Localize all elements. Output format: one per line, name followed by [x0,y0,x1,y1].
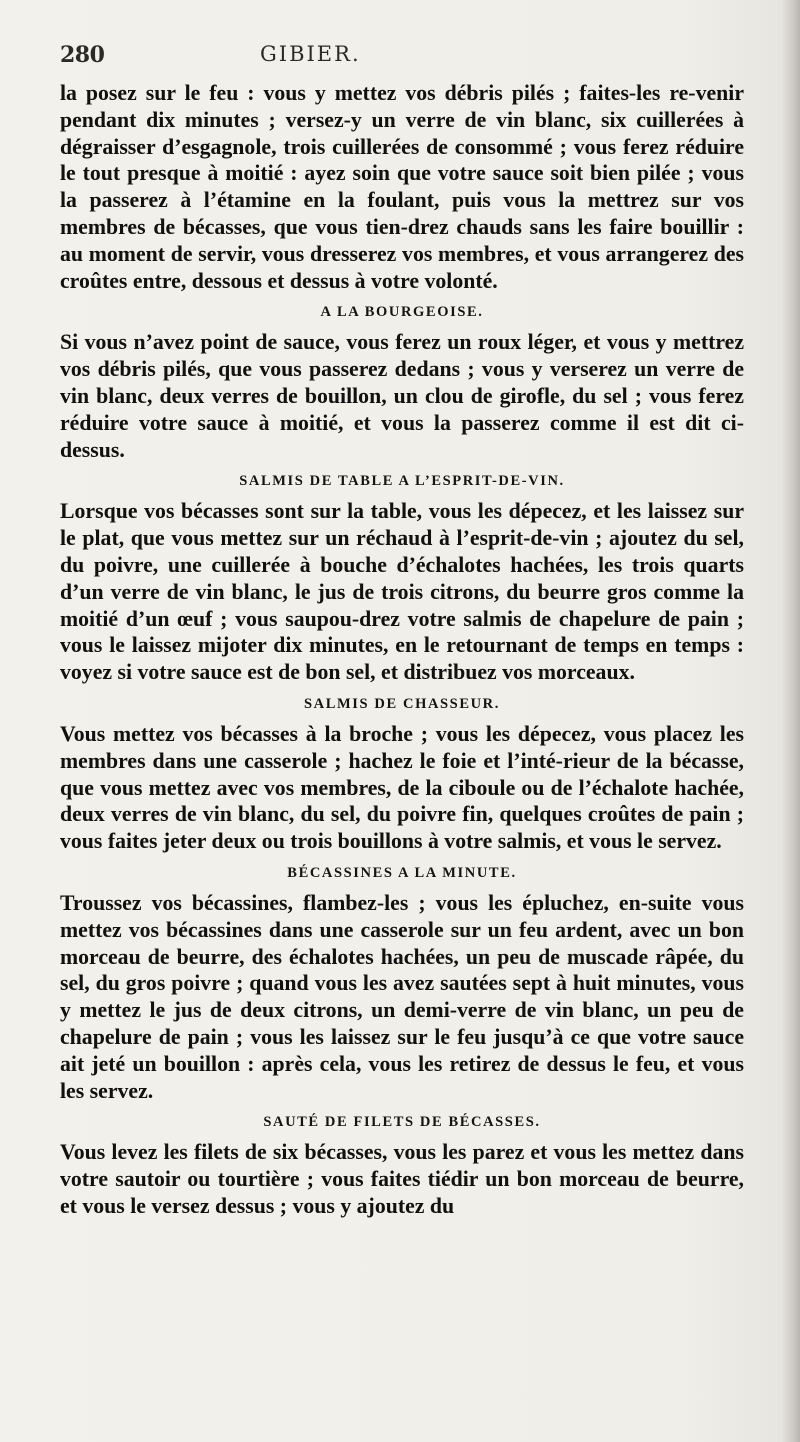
paragraph-bourgeoise: Si vous n’avez point de sauce, vous ferez un roux léger, et vous y mettrez vos débris pilés, que vous passerez dedans ; vous y verserez un verre de vin blanc, deux verres de bouillon, un clou de girofle, du sel ; vous ferez réduire votre sauce à moitié, et vous la passerez comme il est dit ci-dessus. [60,330,744,462]
section-heading-salmis-chasseur: SALMIS DE CHASSEUR. [304,695,500,712]
running-title: GIBIER. [260,42,361,66]
paragraph-salmis-table: Lorsque vos bécasses sont sur la table, vous les dépecez, et les laissez sur le plat, que vous mettez sur un réchaud à l’esprit-de-vin ; ajoutez du sel, du poivre, une cuillerée à bouche d’échalotes hachées, les trois quarts d’un verre de vin blanc, le jus de trois citrons, du beurre gros comme la moitié d’un œuf ; vous saupou-drez votre salmis de chapelure de pain ; vous le laissez mijoter dix minutes, en le retournant de temps en temps : voyez si votre sauce est de bon sel, et distribuez vos morceaux. [60,499,744,685]
section-heading-becassines: BÉCASSINES A LA MINUTE. [287,864,517,881]
section-heading-salmis-table: SALMIS DE TABLE A L’ESPRIT-DE-VIN. [239,473,565,490]
section-heading-saute-filets: SAUTÉ DE FILETS DE BÉCASSES. [263,1114,541,1131]
section-heading-bourgeoise: A LA BOURGEOISE. [320,304,484,321]
page-number: 280 [60,42,105,68]
paragraph-saute-filets: Vous levez les filets de six bécasses, vous les parez et vous les mettez dans votre sautoir ou tourtière ; vous faites tiédir un bon morceau de beurre, et vous le versez dessus ; vous y ajoutez du [60,1140,744,1218]
paragraph-becassines: Troussez vos bécassines, flambez-les ; vous les épluchez, en-suite vous mettez vos bécassines dans une casserole sur un feu ardent, avec un bon morceau de beurre, des échalotes hachées, un peu de muscade râpée, du sel, du gros poivre ; quand vous les avez sautées sept à huit minutes, vous y mettez le jus de deux citrons, un demi-verre de vin blanc, un peu de chapelure de pain ; vous les laissez sur le feu jusqu’à ce que votre sauce ait jeté un bouillon : après cela, vous les retirez de dessus le feu, et vous les servez. [60,890,744,1103]
body-text [60,80,744,1220]
paragraph-continuation: la posez sur le feu : vous y mettez vos débris pilés ; faites-les re-venir pendant dix minutes ; versez-y un verre de vin blanc, six cuillerées à dégraisser d’esgagnole, trois cuillerées de consommé ; vous ferez réduire le tout presque à moitié : ayez soin que votre sauce soit bien pilée ; vous la passerez à l’étamine en la foulant, puis vous la mettrez sur vos membres de bécasses, que vous tien-drez chauds sans les faire bouillir : au moment de servir, vous dresserez vos membres, et vous arrangerez des croûtes entre, dessous et dessus à votre volonté. [60,81,744,293]
paragraph-salmis-chasseur: Vous mettez vos bécasses à la broche ; vous les dépecez, vous placez les membres dans une casserole ; hachez le foie et l’inté-rieur de la bécasse, que vous mettez avec vos membres, de la ciboule ou de l’échalote hachée, deux verres de vin blanc, du sel, du poivre fin, quelques croûtes de pain ; vous faites jeter deux ou trois bouillons à votre salmis, et vous le servez. [60,721,744,854]
running-head [60,42,740,82]
page-edge-shadow [782,0,800,1442]
